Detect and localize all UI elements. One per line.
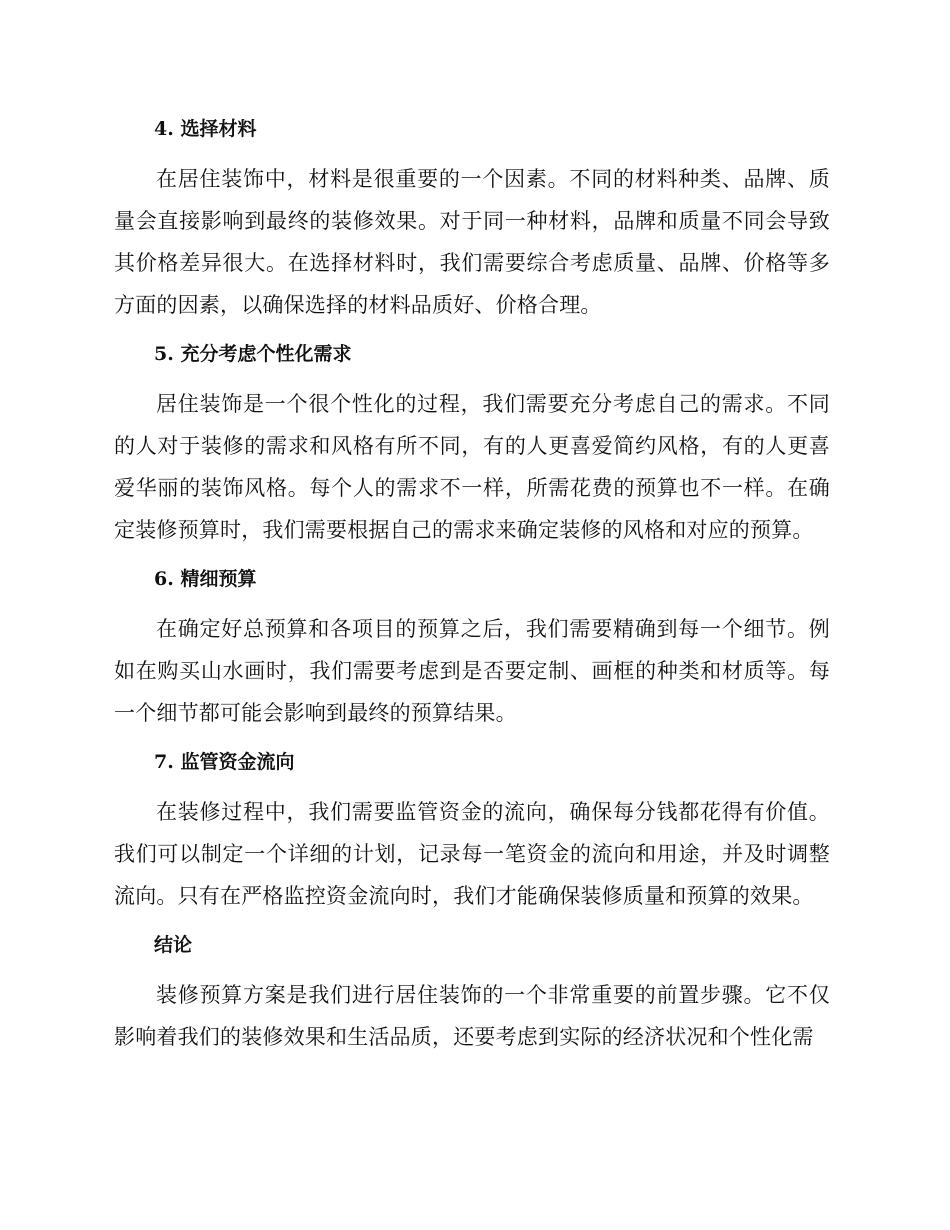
section-heading-detailed-budget: 6. 精细预算 <box>154 568 257 590</box>
section-heading-materials: 4. 选择材料 <box>154 118 257 140</box>
section-heading-personalization: 5. 充分考虑个性化需求 <box>154 343 352 365</box>
section-paragraph-detailed-budget: 在确定好总预算和各项目的预算之后，我们需要精确到每一个细节。例如在购买山水画时，我们需要考虑到是否要定制、画框的种类和材质等。每一个细节都可能会影响到最终的预算结果。 <box>114 617 830 725</box>
section-paragraph-personalization: 居住装饰是一个很个性化的过程，我们需要充分考虑自己的需求。不同的人对于装修的需求和风格有所不同，有的人更喜爱简约风格，有的人更喜爱华丽的装饰风格。每个人的需求不一样，所需花费的预算也不一样。在确定装修预算时，我们需要根据自己的需求来确定装修的风格和对应的预算。 <box>114 392 830 542</box>
section-paragraph-fund-flow: 在装修过程中，我们需要监管资金的流向，确保每分钱都花得有价值。我们可以制定一个详细的计划，记录每一笔资金的流向和用途，并及时调整流向。只有在严格监控资金流向时，我们才能确保装修质量和预算的效果。 <box>114 800 830 908</box>
section-heading-fund-flow: 7. 监管资金流向 <box>154 751 295 773</box>
section-heading-conclusion: 结论 <box>154 934 193 956</box>
section-paragraph-conclusion: 装修预算方案是我们进行居住装饰的一个非常重要的前置步骤。它不仅影响着我们的装修效果和生活品质，还要考虑到实际的经济状况和个性化需 <box>114 983 830 1049</box>
document-body <box>114 110 830 1067</box>
section-paragraph-materials: 在居住装饰中，材料是很重要的一个因素。不同的材料种类、品牌、质量会直接影响到最终的装修效果。对于同一种材料，品牌和质量不同会导致其价格差异很大。在选择材料时，我们需要综合考虑质量、品牌、价格等多方面的因素，以确保选择的材料品质好、价格合理。 <box>114 167 830 317</box>
